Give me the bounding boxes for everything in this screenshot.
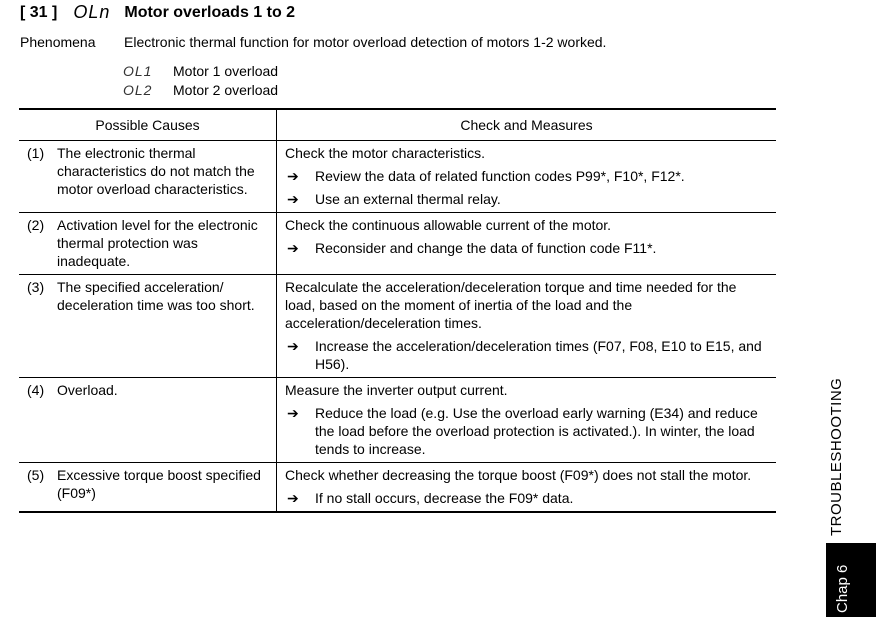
measure-step-text: Increase the acceleration/deceleration times (F07, F08, E10 to E15, and H56). [315, 338, 762, 372]
measure-text: Check whether decreasing the torque boost (F09*) does not stall the motor. [285, 467, 752, 483]
table-header-row [19, 109, 776, 141]
measure-step-text: Review the data of related function codes P99*, F10*, F12*. [315, 168, 685, 184]
alarm-code: OL1 [123, 62, 153, 79]
cause-cell [19, 463, 277, 513]
alarm-code-display: OLn [73, 2, 111, 22]
measure-text: Recalculate the acceleration/deceleration torque and time needed for the load, based on the moment of inertia of the load and the acceleration/deceleration times. [285, 279, 737, 331]
measure-step-text: If no stall occurs, decrease the F09* data. [315, 490, 574, 506]
measure-step [285, 167, 770, 185]
measure-step [285, 239, 770, 257]
cause-cell [19, 378, 277, 463]
alarm-code: OL2 [123, 81, 153, 98]
cause-cell [19, 213, 277, 275]
measure-step-text: Reduce the load (e.g. Use the overload early warning (E34) and reduce the load before the overload protection is activated.). In winter, the load tends to increase. [315, 405, 758, 457]
measure-step [285, 489, 770, 507]
arrow-icon: ➔ [287, 168, 299, 184]
table-row [19, 275, 776, 378]
cause-text: The specified acceleration/ deceleration time was too short. [57, 279, 255, 313]
measure-step-text: Use an external thermal relay. [315, 191, 501, 207]
table-row [19, 463, 776, 513]
phenomena-text: Electronic thermal function for motor overload detection of motors 1-2 worked. [124, 34, 607, 50]
alarm-code-list [123, 61, 278, 99]
cause-number: (3) [27, 279, 45, 295]
header-measures: Check and Measures [277, 109, 777, 141]
arrow-icon: ➔ [287, 490, 299, 506]
cause-cell [19, 275, 277, 378]
arrow-icon: ➔ [287, 240, 299, 256]
alarm-code-row [123, 80, 278, 99]
cause-text: Excessive torque boost specified (F09*) [57, 467, 261, 501]
measure-cell [277, 378, 777, 463]
measure-cell [277, 141, 777, 213]
side-tab [826, 360, 876, 620]
measure-cell [277, 213, 777, 275]
table-row [19, 378, 776, 463]
chapter-label: Chap 6 [834, 564, 851, 613]
section-side-label: TROUBLESHOOTING [828, 377, 845, 536]
cause-number: (5) [27, 467, 45, 483]
phenomena-line [20, 34, 606, 50]
chapter-tab [826, 543, 876, 617]
measure-step [285, 404, 770, 458]
cause-number: (1) [27, 145, 45, 161]
measure-text: Measure the inverter output current. [285, 382, 508, 398]
arrow-icon: ➔ [287, 338, 299, 354]
causes-table [19, 108, 776, 513]
cause-number: (4) [27, 382, 45, 398]
section-title: Motor overloads 1 to 2 [124, 3, 296, 21]
measure-step [285, 337, 770, 373]
section-heading [20, 2, 295, 23]
cause-cell [19, 141, 277, 213]
measure-text: Check the continuous allowable current of the motor. [285, 217, 612, 233]
cause-text: Activation level for the electronic thermal protection was inadequate. [57, 217, 258, 269]
table-row [19, 141, 776, 213]
cause-text: The electronic thermal characteristics do not match the motor overload characteristics. [57, 145, 255, 197]
cause-text: Overload. [57, 382, 118, 398]
measure-step [285, 190, 770, 208]
measure-cell [277, 275, 777, 378]
header-causes: Possible Causes [19, 109, 277, 141]
measure-step-text: Reconsider and change the data of function code F11*. [315, 240, 657, 256]
alarm-code-row [123, 61, 278, 80]
measure-text: Check the motor characteristics. [285, 145, 485, 161]
arrow-icon: ➔ [287, 191, 299, 207]
arrow-icon: ➔ [287, 405, 299, 421]
table-row [19, 213, 776, 275]
cause-number: (2) [27, 217, 45, 233]
phenomena-label: Phenomena [20, 34, 96, 50]
section-number: [ 31 ] [20, 3, 58, 21]
alarm-code-desc: Motor 1 overload [173, 62, 279, 79]
measure-cell [277, 463, 777, 513]
alarm-code-desc: Motor 2 overload [173, 81, 279, 98]
